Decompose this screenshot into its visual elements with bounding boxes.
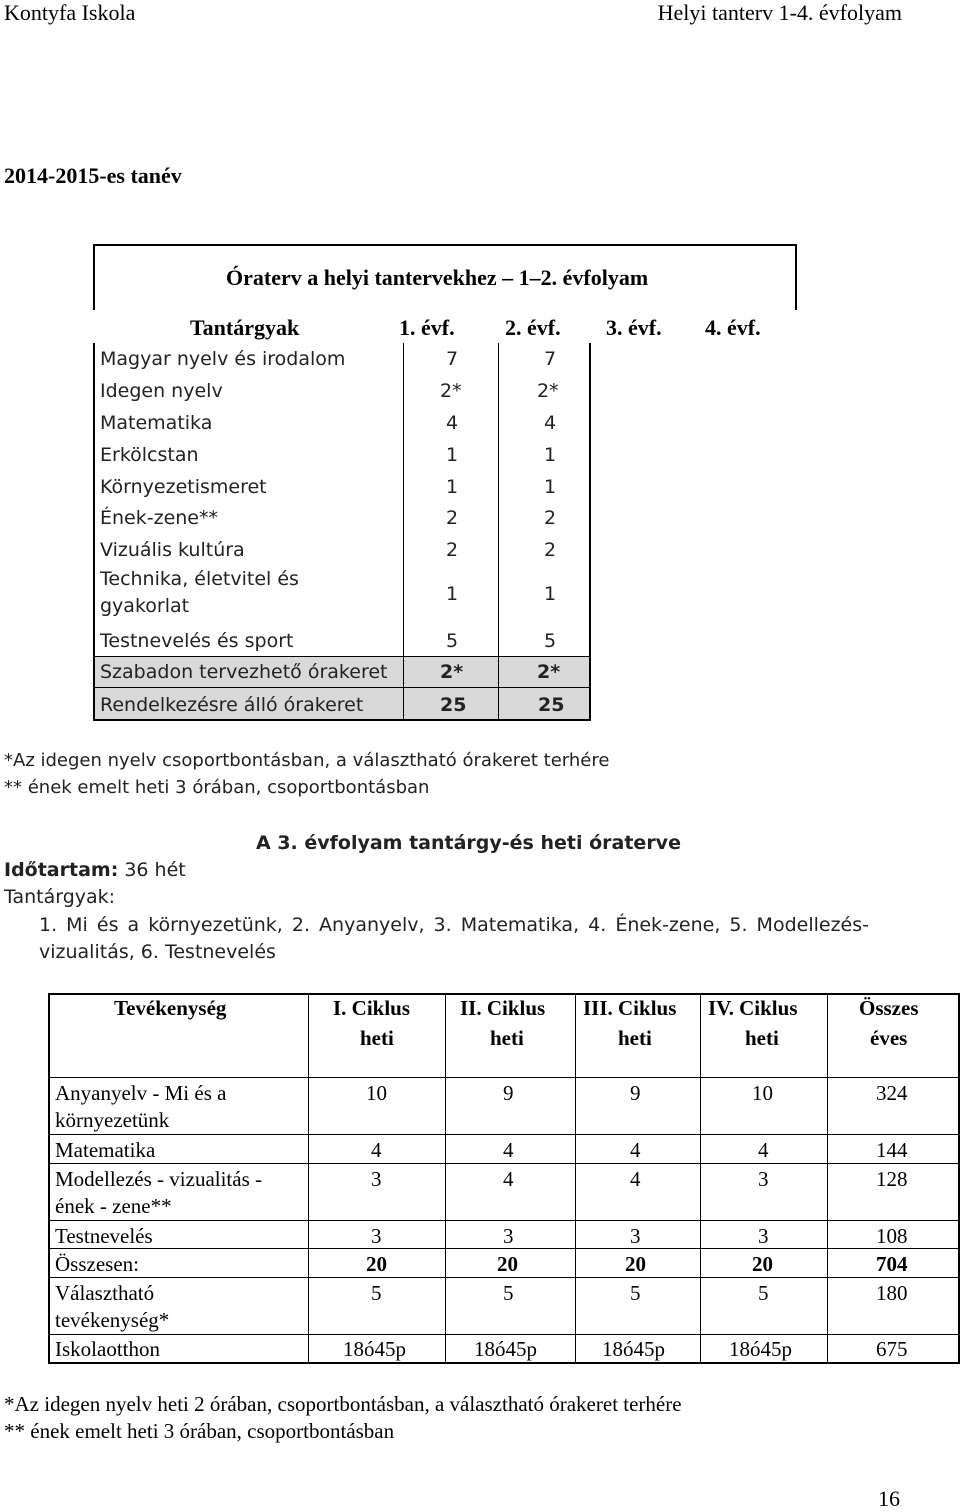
table2-col-divider	[308, 993, 309, 1364]
table2-cycle1-value: 4	[371, 1138, 382, 1162]
table2-cycle1-value: 3	[371, 1167, 382, 1191]
table2-cycle3-value: 9	[630, 1081, 641, 1105]
table2-row-divider	[48, 1077, 960, 1078]
duration-value: 36 hét	[124, 859, 186, 881]
table1-grade2-value: 2*	[537, 661, 561, 683]
table1-grade2-value: 7	[544, 348, 557, 370]
table1-title: Óraterv a helyi tantervekhez – 1–2. évfolyam	[226, 265, 649, 290]
table2-total-value: 675	[876, 1337, 908, 1361]
table2-cycle3-value: 3	[630, 1224, 641, 1248]
table1-subject: Idegen nyelv	[100, 380, 223, 402]
subjects-list: 1. Mi és a környezetünk, 2. Anyanyelv, 3. Matematika, 4. Ének-zene, 5. Modellezés-	[39, 914, 869, 936]
table1-row-divider	[95, 687, 589, 688]
table2-total-value: 108	[876, 1224, 908, 1248]
table2-row-divider	[48, 1334, 960, 1335]
table1-header-grade4: 4. évf.	[705, 315, 761, 340]
table2-cycle1-value: 20	[366, 1252, 387, 1276]
table1-footnote: *Az idegen nyelv csoportbontásban, a választható órakeret terhére	[4, 750, 610, 771]
table2-total-value: 128	[876, 1167, 908, 1191]
table2-cycle3-value: 5	[630, 1281, 641, 1305]
table2-activity: Iskolaotthon	[55, 1337, 160, 1361]
table2-header-total: Összes	[859, 996, 919, 1020]
table1-header-subjects: Tantárgyak	[190, 315, 300, 340]
table2-row-divider	[48, 1220, 960, 1221]
table2-cycle3-value: 4	[630, 1138, 641, 1162]
table2-total-value: 704	[876, 1252, 908, 1276]
table1-grade1-value: 2	[446, 507, 459, 529]
table2-cycle2-value: 4	[503, 1167, 514, 1191]
duration-line	[4, 859, 186, 881]
table2-activity: Választható	[55, 1281, 155, 1305]
table2-activity-cont: környezetünk	[55, 1108, 170, 1132]
table2-cycle2-value: 9	[503, 1081, 514, 1105]
table1-grade1-value: 5	[446, 630, 459, 652]
table2-header-cycle3: III. Ciklus	[583, 996, 677, 1020]
table1-grade2-value: 2*	[537, 380, 559, 402]
table2-col-divider	[445, 993, 446, 1364]
table2-cycle4-value: 4	[758, 1138, 769, 1162]
table1-header-grade1: 1. évf.	[399, 315, 455, 340]
table1-grade1-value: 1	[446, 476, 459, 498]
table2-row-divider	[48, 1134, 960, 1135]
table2-cycle3-value: 4	[630, 1167, 641, 1191]
table1-subject: Rendelkezésre álló órakeret	[100, 694, 364, 716]
table2-header-total-sub: éves	[870, 1026, 908, 1050]
table1-subject: Szabadon tervezhető órakeret	[100, 661, 388, 683]
table1-row-divider	[95, 656, 589, 657]
table1-grade1-value: 1	[446, 583, 459, 605]
table2-cycle3-value: 18ó45p	[602, 1337, 665, 1361]
table2-col-divider	[700, 993, 701, 1364]
table1-grade2-value: 2	[544, 507, 557, 529]
table2-cycle2-value: 3	[503, 1224, 514, 1248]
table2-col-divider	[827, 993, 828, 1364]
table2-cycle1-value: 3	[371, 1224, 382, 1248]
table2-cycle4-value: 3	[758, 1224, 769, 1248]
table2-footnote: ** ének emelt heti 3 órában, csoportbontásban	[4, 1419, 395, 1443]
table2-activity: Matematika	[55, 1138, 156, 1162]
table1-grade1-value: 2	[446, 539, 459, 561]
table1-grade2-value: 1	[544, 444, 557, 466]
table2-cycle4-value: 3	[758, 1167, 769, 1191]
table2-cycle1-value: 18ó45p	[343, 1337, 406, 1361]
table2-header-cycle1-sub: heti	[360, 1026, 394, 1050]
header-document-title: Helyi tanterv 1-4. évfolyam	[657, 0, 902, 25]
table1-header-grade3: 3. évf.	[606, 315, 662, 340]
subjects-list-cont: vizualitás, 6. Testnevelés	[39, 941, 276, 963]
table2-activity: Összesen:	[55, 1252, 139, 1276]
table1-col-divider	[498, 343, 499, 719]
table2-activity: Testnevelés	[55, 1224, 153, 1248]
table2-cycle2-value: 20	[497, 1252, 518, 1276]
table2-cycle4-value: 10	[752, 1081, 773, 1105]
table1-subject: Környezetismeret	[100, 476, 267, 498]
table1-subject: Ének-zene**	[100, 507, 218, 529]
table1-grade1-value: 1	[446, 444, 459, 466]
table1-grade1-value: 7	[446, 348, 459, 370]
table1-grade1-value: 4	[446, 412, 459, 434]
table2-row-divider	[48, 1277, 960, 1278]
table1-grade2-value: 5	[544, 630, 557, 652]
table2-cycle2-value: 18ó45p	[474, 1337, 537, 1361]
table2-header-cycle1: I. Ciklus	[333, 996, 411, 1020]
table2-cycle4-value: 18ó45p	[729, 1337, 792, 1361]
table1-header-grade2: 2. évf.	[505, 315, 561, 340]
table2-total-value: 144	[876, 1138, 908, 1162]
table1-grade1-value: 25	[440, 694, 467, 716]
table2-cycle1-value: 10	[366, 1081, 387, 1105]
table1-subject-cont: gyakorlat	[100, 595, 190, 617]
table2-total-value: 324	[876, 1081, 908, 1105]
table2-border	[48, 993, 960, 995]
table1-subject: Vizuális kultúra	[100, 539, 245, 561]
table2-cycle4-value: 5	[758, 1281, 769, 1305]
table2-header-cycle4-sub: heti	[745, 1026, 779, 1050]
table2-cycle1-value: 5	[371, 1281, 382, 1305]
table2-col-divider	[575, 993, 576, 1364]
duration-label: Időtartam:	[4, 859, 119, 881]
table2-cycle3-value: 20	[625, 1252, 646, 1276]
table2-activity: Modellezés - vizualitás -	[55, 1167, 263, 1191]
table1-grade2-value: 4	[544, 412, 557, 434]
table2-cycle4-value: 20	[752, 1252, 773, 1276]
table2-total-value: 180	[876, 1281, 908, 1305]
table2-header-cycle4: IV. Ciklus	[708, 996, 798, 1020]
table2-border	[48, 993, 50, 1364]
table2-activity: Anyanyelv - Mi és a	[55, 1081, 227, 1105]
table2-footnote: *Az idegen nyelv heti 2 órában, csoportbontásban, a választható órakeret terhére	[4, 1392, 682, 1416]
table2-header-cycle3-sub: heti	[618, 1026, 652, 1050]
table2-header-activity: Tevékenység	[114, 996, 227, 1020]
table1-grade2-value: 1	[544, 583, 557, 605]
table1-grade1-value: 2*	[440, 380, 462, 402]
table2-header-cycle2: II. Ciklus	[460, 996, 546, 1020]
page-number: 16	[878, 1486, 900, 1511]
table2-row-divider	[48, 1163, 960, 1164]
table1-footnote: ** ének emelt heti 3 órában, csoportbontásban	[4, 777, 430, 798]
table1-subject: Technika, életvitel és	[100, 568, 299, 590]
table2-border	[48, 1362, 960, 1364]
table2-activity-cont: ének - zene**	[55, 1194, 172, 1218]
subjects-label: Tantárgyak:	[4, 886, 116, 908]
table1-grade1-value: 2*	[440, 661, 464, 683]
school-year-heading: 2014-2015-es tanév	[4, 163, 182, 188]
header-school-name: Kontyfa Iskola	[4, 0, 136, 25]
table1-subject: Erkölcstan	[100, 444, 199, 466]
table1-grade2-value: 1	[544, 476, 557, 498]
table2-activity-cont: tevékenység*	[55, 1308, 170, 1332]
table1-subject: Magyar nyelv és irodalom	[100, 348, 346, 370]
table2-header-cycle2-sub: heti	[490, 1026, 524, 1050]
table1-grade2-value: 2	[544, 539, 557, 561]
table2-cycle2-value: 5	[503, 1281, 514, 1305]
section3-title: A 3. évfolyam tantárgy-és heti óraterve	[256, 832, 681, 854]
table2-cycle2-value: 4	[503, 1138, 514, 1162]
table1-grade2-value: 25	[538, 694, 565, 716]
table1-subject: Matematika	[100, 412, 213, 434]
table1-col-divider	[403, 343, 404, 719]
table1-subject: Testnevelés és sport	[100, 630, 294, 652]
